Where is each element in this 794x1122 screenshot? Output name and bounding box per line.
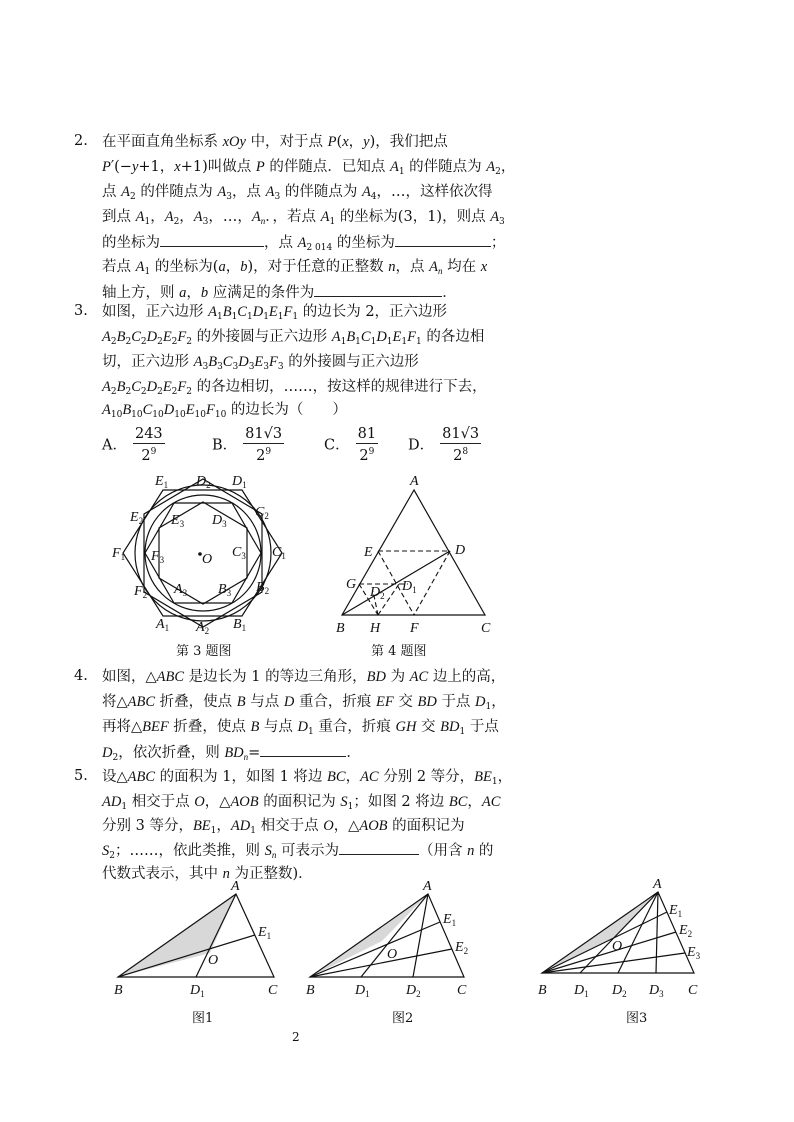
q2-line-3: 点 $A_2$ 的伴随点为 $A_3$，点 $A_3$ 的伴随点为 $A_4$，…，这样依次得 xyxy=(102,184,493,202)
svg-text:A: A xyxy=(231,879,240,894)
svg-text:B: B xyxy=(114,983,123,998)
svg-text:D1: $D_1$ xyxy=(402,579,417,595)
svg-text:F3: $F_3$ xyxy=(151,549,165,565)
svg-text:A1: $A_1$ xyxy=(156,617,170,633)
svg-text:H: H xyxy=(370,621,381,636)
svg-text:O: O xyxy=(202,552,213,567)
svg-text:O: O xyxy=(387,947,398,962)
svg-text:C3: $C_3$ xyxy=(232,545,246,561)
svg-text:D1: $D_1$ xyxy=(355,983,370,998)
svg-text:A2: $A_2$ xyxy=(196,620,210,636)
svg-text:E1: $E_1$ xyxy=(258,925,272,941)
answer-blank xyxy=(314,282,442,297)
figure-5-2-caption: 图2 xyxy=(392,1011,414,1026)
figure-5-1 xyxy=(108,878,298,998)
svg-text:D1: $D_1$ xyxy=(232,474,247,490)
svg-text:C: C xyxy=(481,621,491,636)
svg-text:D1: $D_1$ xyxy=(190,983,205,998)
figure-5-3-caption: 图3 xyxy=(626,1011,648,1026)
svg-text:E1: $E_1$ xyxy=(669,903,683,919)
q3-number: 3. xyxy=(74,303,88,319)
q4-line-2: 将△ABC 折叠，使点 B 与点 D 重合，折痕 EF 交 BD 于点 $D_1$， xyxy=(102,694,506,712)
figure-5-3 xyxy=(536,874,716,998)
svg-text:E2: $E_2$ xyxy=(130,510,144,526)
answer-blank xyxy=(339,840,419,855)
q4-number: 4. xyxy=(74,668,88,684)
svg-text:D2: $D_2$ xyxy=(612,983,627,998)
svg-text:F2: $F_2$ xyxy=(134,584,148,600)
svg-text:B3: $B_3$ xyxy=(218,582,232,598)
q5-line-4: $S_2$；……，依此类推，则 $S_n$ 可表示为 （用含 n 的 xyxy=(102,840,493,866)
q4-line-3: 再将△BEF 折叠，使点 B 与点 $D_1$ 重合，折痕 GH 交 $BD_1$ 于点 xyxy=(102,719,499,737)
svg-text:E2: $E_2$ xyxy=(455,940,469,956)
figure-3-caption: 第 3 题图 xyxy=(176,644,232,659)
svg-text:E3: $E_3$ xyxy=(687,945,701,961)
q5-number: 5. xyxy=(74,768,88,784)
svg-text:F: F xyxy=(410,621,419,636)
svg-text:B2: $B_2$ xyxy=(256,580,270,596)
q5-line-2: $AD_1$ 相交于点 O，△AOB 的面积记为 $S_1$；如图 2 将边 BC，AC xyxy=(102,794,501,812)
svg-text:B1: $B_1$ xyxy=(233,617,247,633)
answer-blank xyxy=(160,232,264,247)
svg-text:D3: $D_3$ xyxy=(212,513,227,529)
q2-line-1: 在平面直角坐标系 xOy 中，对于点 P(x，y)，我们把点 xyxy=(102,134,448,150)
q4-line-1: 如图，△ABC 是边长为 1 的等边三角形，BD 为 AC 边上的高， xyxy=(102,669,506,685)
svg-text:B: B xyxy=(336,621,345,636)
svg-text:D2: $D_2$ xyxy=(196,474,211,490)
answer-blank xyxy=(260,742,346,757)
q2-line-4: 到点 $A_1$，$A_2$，$A_3$，…，$A_n$．，若点 $A_1$ 的坐标为(3，1)，则点 $A_3$ xyxy=(102,209,505,227)
svg-text:O: O xyxy=(612,939,623,954)
figure-5-2 xyxy=(302,878,482,998)
q4-line-4: $D_2$，依次折叠，则 $BD_n=$ ． xyxy=(102,742,361,768)
option-c[interactable]: C． $\frac{81}{2^9}$ xyxy=(324,426,377,464)
q2-line-2: P′(−y+1，x+1)叫做点 P 的伴随点．已知点 $A_1$ 的伴随点为 $A_2$， xyxy=(102,159,516,177)
svg-text:D2: $D_2$ xyxy=(406,983,421,998)
option-b[interactable]: B． $\frac{81√3}{2^9}$ xyxy=(212,426,283,464)
svg-text:E2: $E_2$ xyxy=(679,923,693,939)
svg-text:C2: $C_2$ xyxy=(255,505,269,521)
figure-4-caption: 第 4 题图 xyxy=(371,644,427,659)
figure-5-1-caption: 图1 xyxy=(192,1011,214,1026)
svg-text:D: D xyxy=(455,543,466,558)
q5-line-5: 代数式表示，其中 n 为正整数)． xyxy=(102,866,313,882)
figure-3-hexagons xyxy=(108,466,300,642)
figure-4-triangle xyxy=(328,472,508,638)
svg-text:C: C xyxy=(457,983,467,998)
q3-line-4: $A_2B_2C_2D_2E_2F_2$ 的各边相切，……，按这样的规律进行下去， xyxy=(102,379,487,397)
q3-line-3: 切，正六边形 $A_3B_3C_3D_3E_3F_3$ 的外接圆与正六边形 xyxy=(102,354,419,372)
svg-text:E3: $E_3$ xyxy=(171,513,185,529)
svg-text:C: C xyxy=(268,983,278,998)
q2-line-6: 若点 $A_1$ 的坐标为(a，b)，对于任意的正整数 n，点 $A_n$ 均在 x xyxy=(102,259,488,277)
option-a[interactable]: A． $\frac{243}{2^9}$ xyxy=(102,426,163,464)
svg-text:E: E xyxy=(364,545,373,560)
q5-line-1: 设△ABC 的面积为 1，如图 1 将边 BC，AC 分别 2 等分，$BE_1$， xyxy=(102,769,513,787)
svg-text:F1: $F_1$ xyxy=(112,546,126,562)
svg-text:A: A xyxy=(410,474,419,489)
page-number: 2 xyxy=(292,1030,300,1044)
svg-text:O: O xyxy=(208,953,219,968)
svg-text:E1: $E_1$ xyxy=(155,474,169,490)
answer-blank xyxy=(395,232,491,247)
q2-number: 2. xyxy=(74,133,88,149)
svg-text:C: C xyxy=(688,983,698,998)
q2-line-7: 轴上方，则 a，b 应满足的条件为 ． xyxy=(102,282,457,303)
q3-line-1: 如图，正六边形 $A_1B_1C_1D_1E_1F_1$ 的边长为 2，正六边形 xyxy=(102,304,448,322)
svg-text:A: A xyxy=(423,879,432,894)
q3-line-2: $A_2B_2C_2D_2E_2F_2$ 的外接圆与正六边形 $A_1B_1C_1D_1E_1F_1$ 的各边相 xyxy=(102,329,485,347)
q3-line-5: $A_{10}B_{10}C_{10}D_{10}E_{10}F_{10}$ 的边长为（ ） xyxy=(102,402,347,420)
svg-text:A: A xyxy=(653,877,662,892)
svg-text:B: B xyxy=(538,983,547,998)
svg-text:C1: $C_1$ xyxy=(272,545,286,561)
svg-text:E1: $E_1$ xyxy=(443,912,457,928)
svg-text:B: B xyxy=(306,983,315,998)
q2-line-5: 的坐标为 ，点 $A_{2 014}$ 的坐标为 ； xyxy=(102,232,505,258)
svg-text:D1: $D_1$ xyxy=(574,983,589,998)
option-d[interactable]: D． $\frac{81√3}{2^8}$ xyxy=(408,426,480,464)
svg-text:A3: $A_3$ xyxy=(174,582,188,598)
svg-text:D3: $D_3$ xyxy=(649,983,664,998)
svg-text:G: G xyxy=(346,577,357,592)
q5-line-3: 分别 3 等分，$BE_1$，$AD_1$ 相交于点 O，△AOB 的面积记为 xyxy=(102,818,465,836)
svg-text:D2: $D_2$ xyxy=(370,585,385,601)
